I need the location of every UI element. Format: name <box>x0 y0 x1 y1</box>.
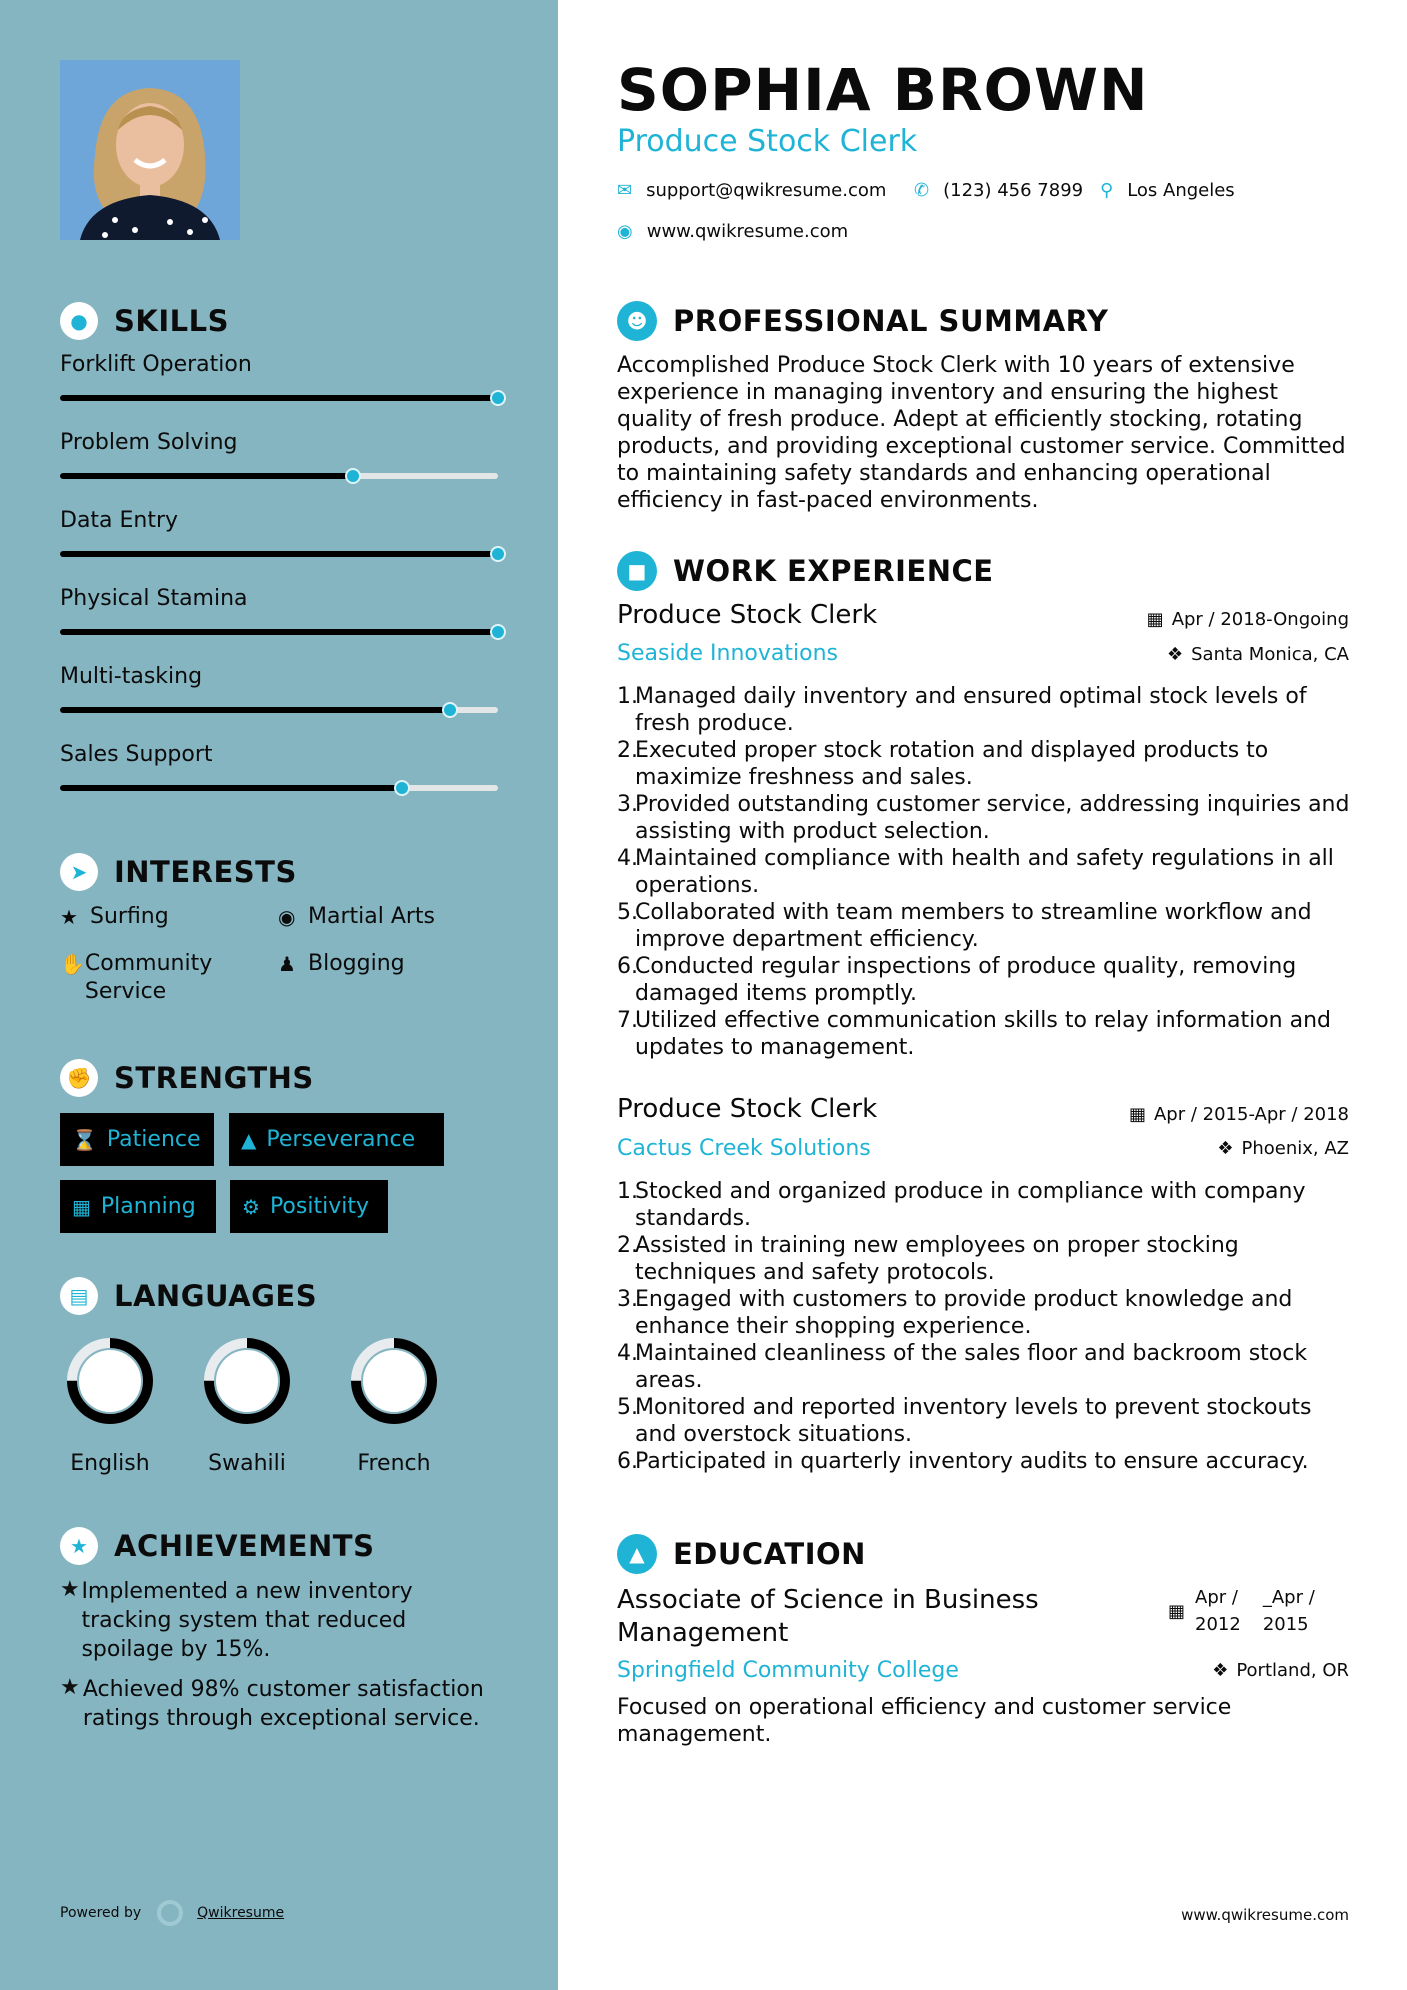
language-ring <box>199 1333 295 1429</box>
job-company: Cactus Creek Solutions <box>617 1136 871 1161</box>
skill-item <box>60 742 500 767</box>
duty-text: Conducted regular inspections of produce quality, removing damaged items promptly. <box>635 954 1297 1006</box>
shooting-star-icon: ★ <box>60 1675 80 1700</box>
duty-text: Provided outstanding customer service, addressing inquiries and assisting with product selection. <box>635 792 1350 844</box>
skill-item <box>60 352 500 377</box>
skill-bar-track <box>60 551 498 557</box>
contact-phone[interactable]: ✆ (123) 456 7899 <box>914 180 1084 201</box>
language-item <box>55 1333 165 1476</box>
interest-item: ♟ Blogging <box>278 951 405 976</box>
achievements-heading: ★ ACHIEVEMENTS <box>60 1527 374 1565</box>
language-item <box>339 1333 449 1476</box>
duty-item <box>617 1448 1357 1475</box>
paper-plane-icon: ➤ <box>60 853 98 891</box>
hand-icon: ✋ <box>60 952 85 976</box>
duty-item <box>617 1007 1357 1061</box>
skill-bar-fill <box>60 707 450 713</box>
duty-number: 4. <box>617 1341 638 1366</box>
duty-item <box>617 737 1357 791</box>
job-title: Produce Stock Clerk <box>617 600 878 630</box>
duty-item <box>617 1394 1357 1448</box>
interests-heading: ➤ INTERESTS <box>60 853 297 891</box>
candidate-name: SOPHIA BROWN <box>617 56 1149 124</box>
duty-text: Monitored and reported inventory levels to prevent stockouts and overstock situations. <box>635 1395 1312 1447</box>
duty-number: 1. <box>617 684 638 709</box>
interest-item: ★ Surfing <box>60 904 169 929</box>
duty-item <box>617 1232 1357 1286</box>
skill-bar-knob <box>345 468 361 484</box>
duty-item <box>617 1178 1357 1232</box>
duty-item <box>617 845 1357 899</box>
skill-name: Problem Solving <box>60 430 238 455</box>
lightbulb-icon: ● <box>60 302 98 340</box>
language-name: French <box>357 1451 431 1476</box>
skill-name: Data Entry <box>60 508 179 533</box>
fist-icon: ✊ <box>60 1059 98 1097</box>
skill-bar-track <box>60 395 498 401</box>
shooting-star-icon: ★ <box>60 1577 80 1602</box>
achievement-item: ★ Achieved 98% customer satisfaction ratings through exceptional service. <box>60 1675 484 1731</box>
interest-item: ◉ Martial Arts <box>278 904 436 929</box>
skill-bar-fill <box>60 629 498 635</box>
strengths-heading: ✊ STRENGTHS <box>60 1059 314 1097</box>
duty-text: Executed proper stock rotation and displayed products to maximize freshness and sales. <box>635 738 1269 790</box>
language-ring <box>62 1333 158 1429</box>
duty-item <box>617 1286 1357 1340</box>
summary-text: Accomplished Produce Stock Clerk with 10 years of extensive experience in managing inventory and ensuring the highest quality of fresh produce. Adept at efficiently stocking, rotating products, and providing exceptional customer service. Committed to maintaining safety standards and enhancing operational efficiency in fast-paced environments. <box>617 353 1346 513</box>
hourglass-icon: ⌛ <box>72 1127 97 1152</box>
skill-bar-knob <box>442 702 458 718</box>
experience-heading: ■ WORK EXPERIENCE <box>617 551 994 591</box>
user-icon: ☻ <box>617 301 657 341</box>
calendar-icon: ▦ <box>72 1194 91 1219</box>
skill-item <box>60 664 500 689</box>
envelope-icon: ✉ <box>617 180 633 201</box>
duty-text: Utilized effective communication skills to relay information and updates to management. <box>635 1008 1331 1060</box>
skill-name: Forklift Operation <box>60 352 252 377</box>
pushpin-icon: ❖ <box>1212 1660 1229 1681</box>
globe-icon: ◉ <box>617 221 633 242</box>
education-heading: ▲ EDUCATION <box>617 1534 866 1574</box>
pushpin-icon: ❖ <box>1166 644 1184 665</box>
skill-bar-knob <box>394 780 410 796</box>
skill-bar-track <box>60 707 498 713</box>
skill-bar-fill <box>60 551 498 557</box>
calendar-icon: ▦ <box>1146 609 1164 630</box>
duty-number: 2. <box>617 738 638 763</box>
language-item <box>192 1333 302 1476</box>
language-name: English <box>70 1451 150 1476</box>
skill-bar-fill <box>60 785 402 791</box>
duty-text: Collaborated with team members to streamline workflow and improve department efficiency. <box>635 900 1312 952</box>
skill-item <box>60 508 500 533</box>
candidate-title: Produce Stock Clerk <box>617 124 918 159</box>
duty-number: 6. <box>617 1449 638 1474</box>
pushpin-icon: ❖ <box>1217 1138 1234 1159</box>
chair-icon: ■ <box>617 551 657 591</box>
education-degree: Associate of Science in Business Management <box>617 1585 1039 1648</box>
strength-tag: ▲ Perseverance <box>229 1113 444 1166</box>
gear-icon: ⚙ <box>242 1194 260 1219</box>
contact-location: ⚲ Los Angeles <box>1100 180 1235 201</box>
powered-by: Powered by Qwikresume <box>60 1900 284 1926</box>
footer-url[interactable]: www.qwikresume.com <box>1181 1906 1349 1924</box>
duty-number: 5. <box>617 900 638 925</box>
qwikresume-logo-icon <box>157 1900 183 1926</box>
skills-heading: ● SKILLS <box>60 302 229 340</box>
job-duties <box>617 1178 1357 1475</box>
powered-by-link[interactable]: Qwikresume <box>197 1905 285 1921</box>
job-location: ❖ Phoenix, AZ <box>1217 1138 1349 1159</box>
skill-name: Physical Stamina <box>60 586 248 611</box>
phone-icon: ✆ <box>914 180 930 201</box>
languages-heading: ▤ LANGUAGES <box>60 1277 317 1315</box>
achievement-item: ★ Implemented a new inventory tracking system that reduced spoilage by 15%. <box>60 1577 413 1662</box>
id-card-icon: ▤ <box>60 1277 98 1315</box>
education-dates: ▦ Apr / 2012 _Apr / 2015 <box>1168 1584 1337 1638</box>
globe-icon: ◉ <box>278 905 296 929</box>
duty-number: 5. <box>617 1395 638 1420</box>
skill-bar-fill <box>60 395 498 401</box>
skill-bar-track <box>60 785 498 791</box>
skill-bar-knob <box>490 624 506 640</box>
star-badge-icon: ★ <box>60 1527 98 1565</box>
graduate-icon: ▲ <box>617 1534 657 1574</box>
skill-name: Sales Support <box>60 742 213 767</box>
job-company: Seaside Innovations <box>617 641 838 666</box>
job-title: Produce Stock Clerk <box>617 1094 878 1124</box>
interest-item: ✋ Community Service <box>60 951 213 1004</box>
skill-name: Multi-tasking <box>60 664 203 689</box>
education-description: Focused on operational efficiency and customer service management. <box>617 1695 1232 1747</box>
duty-item <box>617 791 1357 845</box>
summary-heading: ☻ PROFESSIONAL SUMMARY <box>617 301 1108 341</box>
duty-number: 2. <box>617 1233 638 1258</box>
job-dates: ▦ Apr / 2018-Ongoing <box>1146 609 1349 630</box>
language-name: Swahili <box>208 1451 286 1476</box>
duty-text: Participated in quarterly inventory audits to ensure accuracy. <box>635 1449 1309 1474</box>
duty-item <box>617 899 1357 953</box>
language-ring-center <box>216 1350 278 1412</box>
skill-bar-knob <box>490 546 506 562</box>
job-dates: ▦ Apr / 2015-Apr / 2018 <box>1128 1104 1349 1125</box>
sidebar <box>0 0 558 1990</box>
map-pin-icon: ⚲ <box>1100 180 1114 201</box>
language-ring-center <box>79 1350 141 1412</box>
duty-item <box>617 683 1357 737</box>
calendar-icon: ▦ <box>1128 1104 1146 1125</box>
duty-number: 6. <box>617 954 638 979</box>
language-ring-center <box>363 1350 425 1412</box>
skill-bar-track <box>60 473 498 479</box>
duty-text: Assisted in training new employees on proper stocking techniques and safety protocols. <box>635 1233 1239 1285</box>
education-location: ❖ Portland, OR <box>1212 1660 1349 1681</box>
skill-bar-knob <box>490 390 506 406</box>
duty-number: 3. <box>617 792 638 817</box>
duty-text: Maintained compliance with health and safety regulations in all operations. <box>635 846 1334 898</box>
users-icon: ♟ <box>278 952 296 976</box>
skill-item <box>60 586 500 611</box>
contact-website[interactable]: ◉ www.qwikresume.com <box>617 221 849 242</box>
duty-number: 4. <box>617 846 638 871</box>
duty-number: 1. <box>617 1179 638 1204</box>
education-school: Springfield Community College <box>617 1658 959 1683</box>
star-icon: ★ <box>60 905 78 929</box>
duty-text: Engaged with customers to provide product knowledge and enhance their shopping experience. <box>635 1287 1293 1339</box>
skill-bar-track <box>60 629 498 635</box>
calendar-icon: ▦ <box>1168 1601 1186 1622</box>
binoculars-icon: ▲ <box>241 1127 257 1152</box>
profile-photo <box>60 60 240 240</box>
strength-tag: ⚙ Positivity <box>230 1180 388 1233</box>
duty-number: 3. <box>617 1287 638 1312</box>
duty-text: Stocked and organized produce in compliance with company standards. <box>635 1179 1306 1231</box>
job-location: ❖ Santa Monica, CA <box>1166 644 1349 665</box>
job-duties <box>617 683 1357 1061</box>
duty-text: Managed daily inventory and ensured optimal stock levels of fresh produce. <box>635 684 1307 736</box>
skill-item <box>60 430 500 455</box>
language-ring <box>346 1333 442 1429</box>
skill-bar-fill <box>60 473 353 479</box>
duty-number: 7. <box>617 1008 638 1033</box>
strength-tag: ⌛ Patience <box>60 1113 214 1166</box>
duty-item <box>617 953 1357 1007</box>
duty-item <box>617 1340 1357 1394</box>
contact-email[interactable]: ✉ support@qwikresume.com <box>617 180 887 201</box>
duty-text: Maintained cleanliness of the sales floor and backroom stock areas. <box>635 1341 1308 1393</box>
strength-tag: ▦ Planning <box>60 1180 216 1233</box>
